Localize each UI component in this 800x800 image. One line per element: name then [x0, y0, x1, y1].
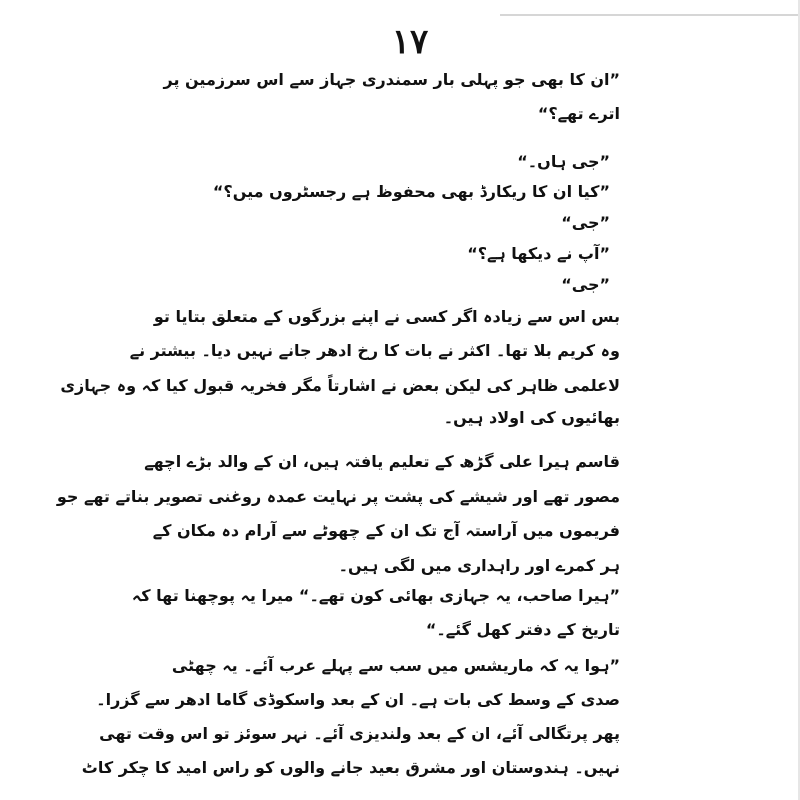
text-line: ”ہیرا صاحب، یہ جہازی بھائی کون تھے۔“ میرا یہ پوچھنا تھا کہ [131, 586, 620, 605]
text-line: ”ان کا بھی جو پہلی بار سمندری جہاز سے اس سرزمین پر [163, 70, 620, 89]
text-line: ”جی ہاں۔“ [517, 152, 610, 171]
text-line: ہر کمرے اور راہداری میں لگی ہیں۔ [338, 556, 620, 575]
text-line: فریموں میں آراستہ آج تک ان کے چھوٹے سے آرام دہ مکان کے [152, 521, 620, 540]
text-line: تاریخ کے دفتر کھل گئے۔“ [425, 620, 620, 639]
text-line: نہیں۔ ہندوستان اور مشرق بعید جانے والوں کو راس امید کا چکر کاٹ [81, 758, 620, 777]
text-line: قاسم ہیرا علی گڑھ کے تعلیم یافتہ ہیں، ان کے والد بڑے اچھے [144, 452, 620, 471]
text-line: بس اس سے زیادہ اگر کسی نے اپنے بزرگوں کے متعلق بتایا تو [153, 307, 620, 326]
text-line: ”جی“ [561, 275, 610, 294]
text-line: صدی کے وسط کی بات ہے۔ ان کے بعد واسکوڈی گاما ادھر سے گزرا۔ [96, 690, 620, 709]
text-line: ”کیا ان کا ریکارڈ بھی محفوظ ہے رجسٹروں میں؟“ [212, 182, 610, 201]
text-line: ”آپ نے دیکھا ہے؟“ [467, 244, 610, 263]
text-line: بھائیوں کی اولاد ہیں۔ [443, 408, 620, 427]
text-line: ”ہوا یہ کہ ماریشس میں سب سے پہلے عرب آئے۔ یہ چھٹی [171, 656, 620, 675]
text-line: وہ کریم بلا تھا۔ اکثر نے بات کا رخ ادھر جانے نہیں دیا۔ بیشتر نے [129, 341, 620, 360]
text-line: مصور تھے اور شیشے کی پشت پر نہایت عمدہ روغنی تصویر بناتے تھے جو [56, 487, 620, 506]
text-line: لاعلمی ظاہر کی لیکن بعض نے اشارتاً مگر فخریہ قبول کیا کہ وہ جہازی [60, 376, 620, 395]
text-line: اترے تھے؟“ [537, 104, 620, 123]
text-line: پھر پرتگالی آئے، ان کے بعد ولندیزی آئے۔ نہر سوئز تو اس وقت تھی [99, 724, 620, 743]
scan-edge-top [500, 0, 800, 16]
page-number: ۱۷ [391, 22, 429, 62]
text-line: ”جی“ [561, 213, 610, 232]
